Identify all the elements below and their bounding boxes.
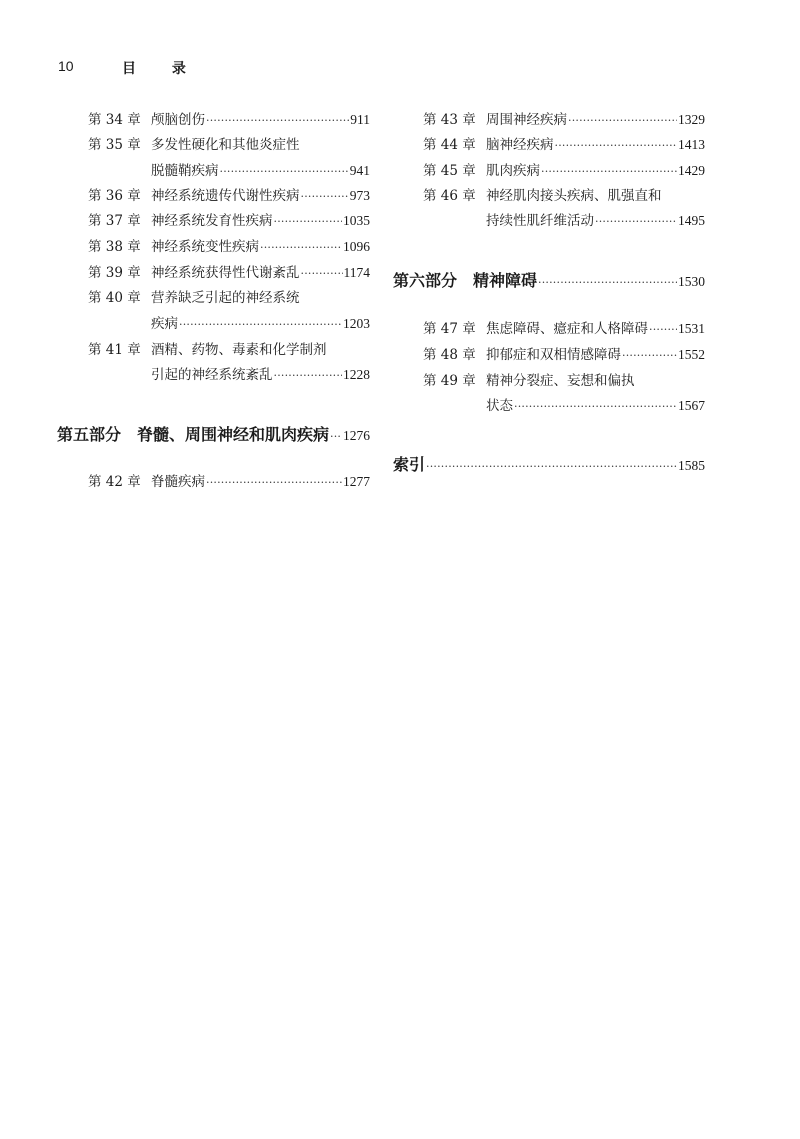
- index-title: 索引: [393, 455, 426, 474]
- dot-leader: [426, 453, 677, 473]
- toc-entry[interactable]: [423, 110, 705, 130]
- chapter-number: 第 44 章: [423, 137, 476, 153]
- page-ref: 911: [350, 112, 370, 127]
- page-ref: 1329: [678, 112, 705, 127]
- toc-entry-continuation[interactable]: [88, 314, 370, 334]
- chapter-title: 疾病: [151, 316, 178, 332]
- toc-entry[interactable]: [88, 135, 370, 155]
- chapter-title: 抑郁症和双相情感障碍: [486, 347, 621, 363]
- toc-entry-continuation[interactable]: [423, 211, 705, 231]
- toc-entry[interactable]: [88, 186, 370, 206]
- chapter-number: 第 41 章: [88, 342, 141, 358]
- dot-leader: [568, 110, 677, 130]
- chapter-number: 第 40 章: [88, 290, 141, 306]
- chapter-title: 持续性肌纤维活动: [486, 213, 594, 229]
- chapter-title: 肌肉疾病: [486, 163, 540, 179]
- page-ref: 1413: [678, 137, 705, 152]
- index-heading[interactable]: [393, 453, 705, 477]
- page-ref: 1429: [678, 163, 705, 178]
- toc-entry[interactable]: [423, 186, 705, 206]
- chapter-title: 周围神经疾病: [486, 112, 567, 128]
- toc-entry[interactable]: [88, 288, 370, 308]
- chapter-title: 神经肌肉接头疾病、肌强直和: [486, 188, 662, 204]
- page-ref: 1276: [343, 428, 370, 443]
- dot-leader: [301, 263, 343, 283]
- page-title: 目 录: [122, 60, 202, 76]
- chapter-number: 第 48 章: [423, 347, 476, 363]
- dot-leader: [514, 396, 677, 416]
- chapter-number: 第 37 章: [88, 213, 141, 229]
- dot-leader: [649, 319, 677, 339]
- part-heading[interactable]: [57, 423, 370, 447]
- page-ref: 1174: [343, 265, 370, 280]
- dot-leader: [274, 365, 343, 385]
- dot-leader: [220, 161, 349, 181]
- dot-leader: [555, 135, 678, 155]
- chapter-title: 神经系统变性疾病: [151, 239, 259, 255]
- toc-entry-continuation[interactable]: [88, 365, 370, 385]
- chapter-title: 脊髓疾病: [151, 474, 205, 490]
- toc-entry[interactable]: [88, 211, 370, 231]
- page-ref: 973: [349, 188, 370, 203]
- part-title: 第五部分 脊髓、周围神经和肌肉疾病: [57, 425, 330, 444]
- page-ref: 1585: [678, 458, 705, 473]
- chapter-number: 第 34 章: [88, 112, 141, 128]
- dot-leader: [622, 345, 677, 365]
- dot-leader: [301, 186, 349, 206]
- toc-entry[interactable]: [88, 237, 370, 257]
- chapter-number: 第 49 章: [423, 373, 476, 389]
- page-ref: 1228: [343, 367, 370, 382]
- chapter-number: 第 47 章: [423, 321, 476, 337]
- chapter-number: 第 39 章: [88, 265, 141, 281]
- chapter-title: 引起的神经系统紊乱: [151, 367, 273, 383]
- dot-leader: [260, 237, 342, 257]
- chapter-number: 第 38 章: [88, 239, 141, 255]
- toc-entry[interactable]: [423, 319, 705, 339]
- part-title: 第六部分 精神障碍: [393, 271, 538, 290]
- toc-entry[interactable]: [423, 135, 705, 155]
- toc-entry[interactable]: [88, 472, 370, 492]
- dot-leader: [206, 110, 349, 130]
- toc-entry-continuation[interactable]: [88, 161, 370, 181]
- toc-entry[interactable]: [88, 340, 370, 360]
- chapter-title: 焦虑障碍、癔症和人格障碍: [486, 321, 648, 337]
- part-heading[interactable]: [393, 269, 705, 293]
- page-ref: 1567: [678, 398, 705, 413]
- page-ref: 1530: [678, 274, 705, 289]
- dot-leader: [330, 423, 342, 443]
- chapter-title: 神经系统发育性疾病: [151, 213, 273, 229]
- page-header: [58, 58, 202, 76]
- page-ref: 941: [349, 163, 370, 178]
- toc-entry[interactable]: [88, 110, 370, 130]
- chapter-title: 神经系统遗传代谢性疾病: [151, 188, 300, 204]
- dot-leader: [179, 314, 342, 334]
- chapter-number: 第 42 章: [88, 474, 141, 490]
- dot-leader: [541, 161, 677, 181]
- chapter-title: 颅脑创伤: [151, 112, 205, 128]
- chapter-title: 酒精、药物、毒素和化学制剂: [151, 342, 327, 358]
- dot-leader: [595, 211, 677, 231]
- page-ref: 1096: [343, 239, 370, 254]
- page-ref: 1531: [678, 321, 705, 336]
- page-ref: 1203: [343, 316, 370, 331]
- chapter-number: 第 36 章: [88, 188, 141, 204]
- toc-entry[interactable]: [423, 371, 705, 391]
- page-ref: 1035: [343, 213, 370, 228]
- chapter-title: 多发性硬化和其他炎症性: [151, 137, 300, 153]
- dot-leader: [274, 211, 343, 231]
- chapter-title: 营养缺乏引起的神经系统: [151, 290, 300, 306]
- page-ref: 1552: [678, 347, 705, 362]
- page-ref: 1277: [343, 474, 370, 489]
- chapter-number: 第 43 章: [423, 112, 476, 128]
- page-ref: 1495: [678, 213, 705, 228]
- chapter-title: 状态: [486, 398, 513, 414]
- chapter-number: 第 46 章: [423, 188, 476, 204]
- page-number: 10: [58, 58, 74, 74]
- chapter-number: 第 35 章: [88, 137, 141, 153]
- toc-entry-continuation[interactable]: [423, 396, 705, 416]
- dot-leader: [538, 269, 677, 289]
- chapter-title: 精神分裂症、妄想和偏执: [486, 373, 635, 389]
- chapter-number: 第 45 章: [423, 163, 476, 179]
- chapter-title: 脑神经疾病: [486, 137, 554, 153]
- toc-entry[interactable]: [423, 161, 705, 181]
- chapter-title: 神经系统获得性代谢紊乱: [151, 265, 300, 281]
- dot-leader: [206, 472, 342, 492]
- toc-entry[interactable]: [423, 345, 705, 365]
- chapter-title: 脱髓鞘疾病: [151, 163, 219, 179]
- toc-entry[interactable]: [88, 263, 370, 283]
